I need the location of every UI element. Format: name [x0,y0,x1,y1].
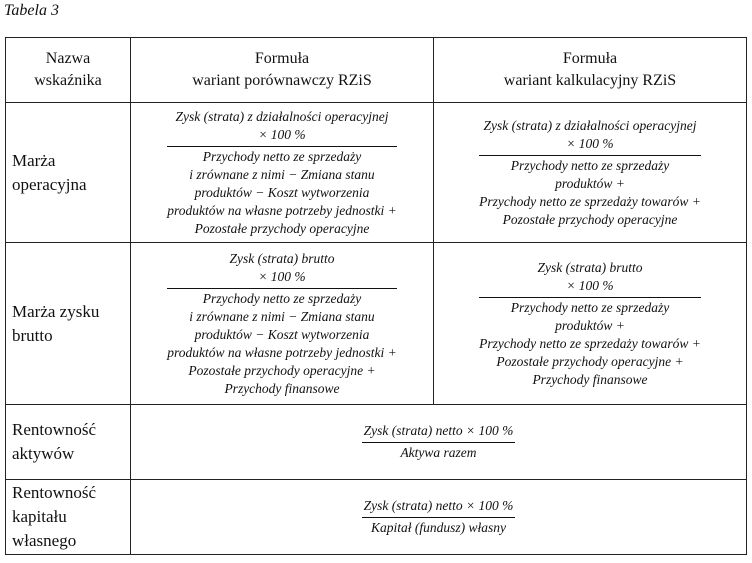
indicator-name: Rentowność aktywów [6,405,131,480]
fraction-numerator: Zysk (strata) netto × 100 % [363,498,514,513]
fraction-denominator: Przychody netto ze sprzedaży produktów + Przychody netto ze sprzedaży towarów + Pozostałe przychody operacyjne [479,155,701,229]
fraction-denominator: Przychody netto ze sprzedaży i zrównane z nimi − Zmiana stanu produktów − Koszt wytworzenia produktów na własne potrzeby jednostki + Pozostałe przychody operacyjne [167,146,396,238]
fraction-numerator: Zysk (strata) brutto × 100 % [537,259,643,293]
header-comparative-formula: Formuła wariant porównawczy RZiS [131,38,434,103]
fraction-numerator: Zysk (strata) z działalności operacyjnej × 100 % [483,117,697,151]
formula-comparative [131,103,434,243]
header-indicator-name: Nazwa wskaźnika [6,38,131,103]
formula-calculation [434,243,747,405]
fraction [362,422,516,462]
fraction-numerator: Zysk (strata) z działalności operacyjnej × 100 % [175,108,389,142]
fraction [167,250,396,398]
fraction-numerator: Zysk (strata) brutto × 100 % [229,250,335,284]
ratios-table [5,37,747,555]
indicator-name: Marża zysku brutto [6,243,131,405]
formula-calculation [434,103,747,243]
formula-common [131,405,747,480]
table-caption: Tabela 3 [4,2,59,19]
fraction-denominator: Aktywa razem [362,442,516,462]
fraction-numerator: Zysk (strata) netto × 100 % [363,423,514,438]
fraction-denominator: Przychody netto ze sprzedaży produktów + Przychody netto ze sprzedaży towarów + Pozostałe przychody operacyjne + Przychody finansowe [479,297,701,389]
fraction [479,259,701,389]
indicator-name: Rentowność kapitału własnego [6,480,131,555]
header-row [6,38,747,103]
table-row [6,405,747,480]
table-row [6,103,747,243]
indicator-name: Marża operacyjna [6,103,131,243]
table-row [6,480,747,555]
fraction [167,108,396,238]
fraction [479,117,701,229]
fraction-denominator: Przychody netto ze sprzedaży i zrównane z nimi − Zmiana stanu produktów − Koszt wytworzenia produktów na własne potrzeby jednostki + Pozostałe przychody operacyjne + Przychody finansowe [167,288,396,398]
fraction-denominator: Kapitał (fundusz) własny [362,517,516,537]
table-row [6,243,747,405]
formula-comparative [131,243,434,405]
formula-common [131,480,747,555]
fraction [362,497,516,537]
header-calculation-formula: Formuła wariant kalkulacyjny RZiS [434,38,747,103]
